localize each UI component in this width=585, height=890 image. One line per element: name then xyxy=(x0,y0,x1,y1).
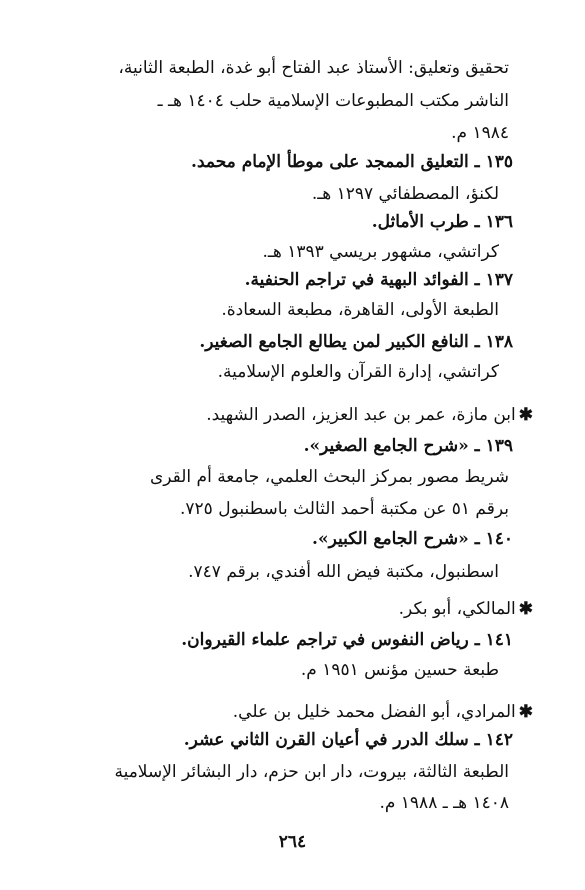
author-line xyxy=(0,700,585,724)
entry-139-title: ١٣٩ ـ «شرح الجامع الصغير». xyxy=(303,436,513,456)
author-line xyxy=(0,403,585,427)
text-line: الناشر مكتب المطبوعات الإسلامية حلب ١٤٠٤ هـ ـ xyxy=(157,91,509,111)
entry-138-details: كراتشي، إدارة القرآن والعلوم الإسلامية. xyxy=(217,362,499,382)
entry-135-details: لكنؤ، المصطفائي ١٢٩٧ هـ. xyxy=(311,184,499,204)
entry-142-details: ١٤٠٨ هـ ـ ١٩٨٨ م. xyxy=(379,793,509,813)
author-line xyxy=(0,597,585,621)
entry-141-details: طبعة حسين مؤنس ١٩٥١ م. xyxy=(300,660,499,680)
entry-138-title: ١٣٨ ـ النافع الكبير لمن يطالع الجامع الصغير. xyxy=(199,332,513,352)
star-icon: ✱ xyxy=(518,702,533,722)
entry-135-title: ١٣٥ ـ التعليق الممجد على موطأ الإمام محمد. xyxy=(191,152,513,172)
entry-139-details: شريط مصور بمركز البحث العلمي، جامعة أم القرى xyxy=(149,467,509,487)
entry-137-title: ١٣٧ ـ الفوائد البهية في تراجم الحنفية. xyxy=(244,270,513,290)
text-line: ١٩٨٤ م. xyxy=(451,123,509,143)
entry-142-title: ١٤٢ ـ سلك الدرر في أعيان القرن الثاني عشر. xyxy=(183,730,513,750)
author-name: المالكي، أبو بكر. xyxy=(398,599,516,619)
entry-142-details: الطبعة الثالثة، بيروت، دار ابن حزم، دار البشائر الإسلامية xyxy=(114,762,509,782)
entry-137-details: الطبعة الأولى، القاهرة، مطبعة السعادة. xyxy=(221,300,499,320)
entry-140-title: ١٤٠ ـ «شرح الجامع الكبير». xyxy=(312,529,513,549)
text-line: تحقيق وتعليق: الأستاذ عبد الفتاح أبو غدة، الطبعة الثانية، xyxy=(118,58,509,78)
author-name: المرادي، أبو الفضل محمد خليل بن علي. xyxy=(232,702,516,722)
entry-136-title: ١٣٦ ـ طرب الأماثل. xyxy=(371,212,513,232)
entry-140-details: اسطنبول، مكتبة فيض الله أفندي، برقم ٧٤٧. xyxy=(188,562,499,582)
entry-139-details: برقم ٥١ عن مكتبة أحمد الثالث باسطنبول ٧٢٥. xyxy=(180,499,509,519)
page-number: ٢٦٤ xyxy=(278,832,307,852)
star-icon: ✱ xyxy=(518,599,533,619)
entry-136-details: كراتشي، مشهور بريسي ١٣٩٣ هـ. xyxy=(262,242,499,262)
star-icon: ✱ xyxy=(518,405,533,425)
author-name: ابن مازة، عمر بن عبد العزيز، الصدر الشهيد. xyxy=(206,405,516,425)
entry-141-title: ١٤١ ـ رياض النفوس في تراجم علماء القيروان. xyxy=(181,630,513,650)
